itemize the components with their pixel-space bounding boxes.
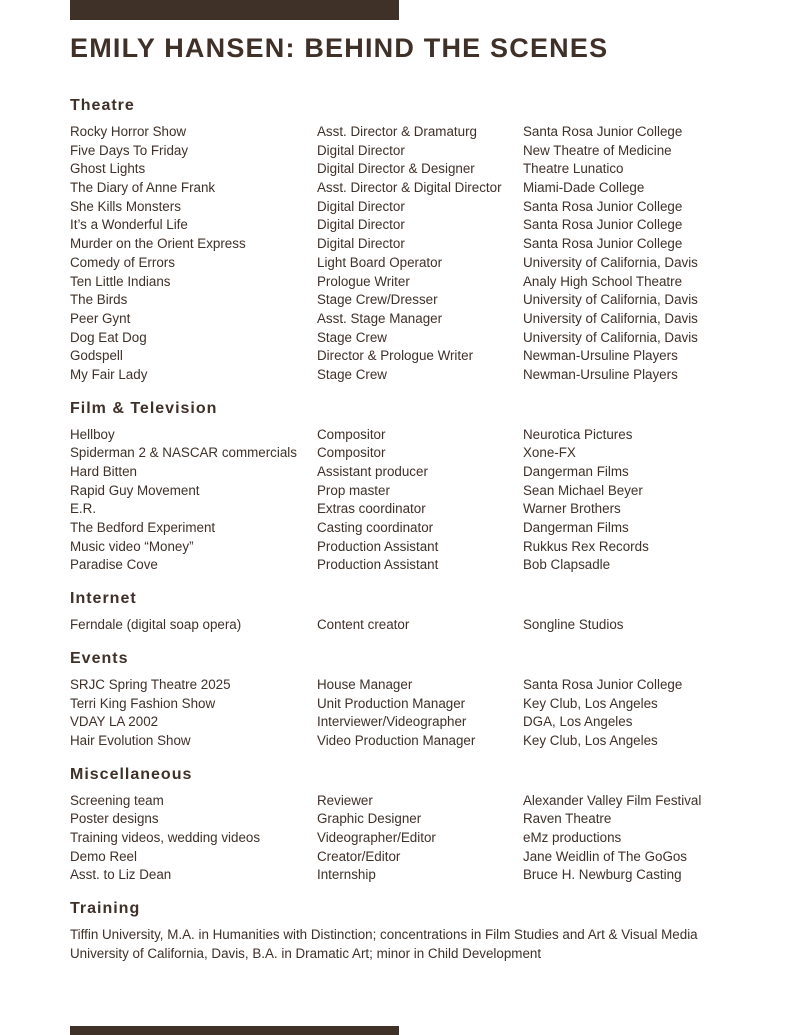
credit-role: Production Assistant	[317, 557, 439, 573]
credit-role: Prop master	[317, 482, 390, 498]
credit-role: Digital Director	[317, 142, 405, 158]
top-accent-bar	[70, 0, 399, 20]
credit-production: It’s a Wonderful Life	[70, 217, 188, 233]
credit-row	[70, 829, 750, 848]
credit-organization: Bruce H. Newburg Casting	[523, 867, 682, 883]
credit-role: Compositor	[317, 426, 386, 442]
credit-role: Reviewer	[317, 792, 373, 808]
section-heading: Internet	[70, 590, 137, 608]
credit-role: Digital Director	[317, 217, 405, 233]
credit-row	[70, 142, 750, 161]
credit-row	[70, 482, 750, 501]
credit-organization: Santa Rosa Junior College	[523, 236, 683, 252]
credit-role: Asst. Stage Manager	[317, 310, 443, 326]
section-training	[70, 898, 750, 963]
credit-row	[70, 695, 750, 714]
credit-organization: Rukkus Rex Records	[523, 538, 649, 554]
credit-row	[70, 310, 750, 329]
credit-role: Creator/Editor	[317, 848, 401, 864]
credit-role: Stage Crew	[317, 366, 387, 382]
credit-production: Spiderman 2 & NASCAR commercials	[70, 445, 297, 461]
credit-row	[70, 198, 750, 217]
credit-production: My Fair Lady	[70, 366, 148, 382]
credit-production: Asst. to Liz Dean	[70, 867, 172, 883]
section-events	[70, 648, 750, 751]
credit-production: Godspell	[70, 348, 123, 364]
credit-role: Asst. Director & Digital Director	[317, 180, 502, 196]
credit-row	[70, 254, 750, 273]
credit-organization: Jane Weidlin of The GoGos	[523, 848, 688, 864]
credit-production: Ghost Lights	[70, 161, 146, 177]
credit-organization: University of California, Davis	[523, 310, 698, 326]
page-title: EMILY HANSEN: BEHIND THE SCENES	[70, 33, 609, 63]
credit-organization: eMz productions	[523, 829, 622, 845]
credit-organization: Key Club, Los Angeles	[523, 695, 658, 711]
credit-organization: University of California, Davis	[523, 329, 698, 345]
credit-row	[70, 810, 750, 829]
credit-organization: Dangerman Films	[523, 464, 629, 479]
credit-role: Assistant producer	[317, 464, 428, 479]
credit-row	[70, 347, 750, 366]
credit-row	[70, 519, 750, 538]
sections-container	[70, 95, 750, 885]
credit-organization: Xone-FX	[523, 445, 576, 461]
section-heading: Miscellaneous	[70, 765, 193, 783]
credit-production: Poster designs	[70, 811, 159, 827]
credit-row	[70, 713, 750, 732]
credit-organization: Warner Brothers	[523, 501, 621, 517]
section-heading: Events	[70, 649, 129, 667]
credit-production: Hair Evolution Show	[70, 732, 191, 748]
credit-production: Demo Reel	[70, 848, 137, 864]
credit-row	[70, 463, 750, 482]
credit-production: Five Days To Friday	[70, 142, 189, 158]
credit-production: The Bedford Experiment	[70, 520, 216, 536]
credit-role: Compositor	[317, 445, 386, 461]
credit-production: Murder on the Orient Express	[70, 236, 246, 252]
section-heading: Training	[70, 900, 141, 917]
credit-row	[70, 616, 750, 635]
credit-row	[70, 273, 750, 292]
credit-production: Dog Eat Dog	[70, 329, 147, 345]
credit-organization: DGA, Los Angeles	[523, 714, 633, 730]
credit-row	[70, 123, 750, 142]
credit-organization: University of California, Davis	[523, 292, 698, 308]
credit-organization: Santa Rosa Junior College	[523, 198, 683, 214]
credit-organization: Neurotica Pictures	[523, 426, 633, 442]
credit-role: Light Board Operator	[317, 254, 443, 270]
credit-role: Production Assistant	[317, 538, 439, 554]
credit-organization: Bob Clapsadle	[523, 557, 611, 573]
credit-production: Peer Gynt	[70, 310, 131, 326]
credit-organization: Miami-Dade College	[523, 180, 645, 196]
credit-production: Ten Little Indians	[70, 273, 171, 289]
credit-row	[70, 556, 750, 575]
section-heading: Theatre	[70, 97, 135, 114]
section-miscellaneous	[70, 764, 750, 885]
credit-row	[70, 291, 750, 310]
credit-role: Videographer/Editor	[317, 829, 436, 845]
credit-role: Graphic Designer	[317, 811, 422, 827]
credit-role: Internship	[317, 867, 376, 883]
training-line: University of California, Davis, B.A. in Dramatic Art; minor in Child Development	[70, 945, 542, 961]
credit-row	[70, 235, 750, 254]
credit-row	[70, 216, 750, 235]
credit-row	[70, 500, 750, 519]
credit-production: Music video “Money”	[70, 538, 194, 554]
credit-organization: Raven Theatre	[523, 811, 612, 827]
credit-role: Digital Director	[317, 236, 405, 252]
credit-production: E.R.	[70, 501, 97, 517]
credit-production: SRJC Spring Theatre 2025	[70, 676, 231, 692]
credit-row	[70, 366, 750, 385]
credit-production: Paradise Cove	[70, 557, 158, 573]
credit-role: Unit Production Manager	[317, 695, 466, 711]
credit-organization: Dangerman Films	[523, 520, 629, 536]
section-heading: Film & Television	[70, 399, 218, 417]
credit-production: She Kills Monsters	[70, 198, 181, 214]
credit-role: Stage Crew	[317, 329, 387, 345]
credit-row	[70, 329, 750, 348]
credit-production: Hellboy	[70, 426, 115, 442]
credit-role: Content creator	[317, 617, 410, 633]
credit-organization: University of California, Davis	[523, 254, 698, 270]
credit-production: The Diary of Anne Frank	[70, 180, 216, 196]
credit-organization: Analy High School Theatre	[523, 273, 683, 289]
credit-role: Asst. Director & Dramaturg	[317, 124, 477, 139]
credit-organization: Key Club, Los Angeles	[523, 732, 658, 748]
credit-role: Director & Prologue Writer	[317, 348, 474, 364]
bottom-accent-bar	[70, 1026, 399, 1035]
credit-role: Interviewer/Videographer	[317, 714, 467, 730]
credit-production: VDAY LA 2002	[70, 714, 159, 730]
credit-organization: Santa Rosa Junior College	[523, 124, 683, 139]
credit-organization: Alexander Valley Film Festival	[523, 792, 702, 808]
credit-row	[70, 444, 750, 463]
credit-row	[70, 179, 750, 198]
credit-production: Screening team	[70, 792, 164, 808]
credit-production: Rapid Guy Movement	[70, 482, 200, 498]
credit-row	[70, 538, 750, 557]
section-film-television	[70, 398, 750, 576]
credit-row	[70, 848, 750, 867]
credit-organization: Santa Rosa Junior College	[523, 676, 683, 692]
section-internet	[70, 588, 750, 635]
credit-production: Terri King Fashion Show	[70, 695, 216, 711]
credit-organization: Newman-Ursuline Players	[523, 348, 678, 364]
credit-organization: Songline Studios	[523, 617, 624, 633]
credit-row	[70, 426, 750, 445]
credit-production: Comedy of Errors	[70, 254, 175, 270]
credit-row	[70, 160, 750, 179]
credit-organization: Sean Michael Beyer	[523, 482, 643, 498]
credit-organization: Santa Rosa Junior College	[523, 217, 683, 233]
credit-role: Video Production Manager	[317, 732, 476, 748]
credit-row	[70, 676, 750, 695]
credit-role: Digital Director	[317, 198, 405, 214]
credit-production: Ferndale (digital soap opera)	[70, 617, 242, 633]
credit-production: The Birds	[70, 292, 128, 308]
credit-row	[70, 866, 750, 885]
credit-role: Prologue Writer	[317, 273, 410, 289]
credit-role: Digital Director & Designer	[317, 161, 475, 177]
credit-role: Stage Crew/Dresser	[317, 292, 438, 308]
credit-role: House Manager	[317, 676, 413, 692]
credit-production: Training videos, wedding videos	[70, 829, 261, 845]
section-theatre	[70, 95, 750, 385]
credit-production: Hard Bitten	[70, 464, 137, 479]
credit-organization: Theatre Lunatico	[523, 161, 624, 177]
credit-row	[70, 792, 750, 811]
credit-organization: Newman-Ursuline Players	[523, 366, 678, 382]
credit-production: Rocky Horror Show	[70, 124, 187, 139]
credit-row	[70, 732, 750, 751]
training-line: Tiffin University, M.A. in Humanities with Distinction; concentrations in Film Studies and Art & Visual Media	[70, 927, 698, 942]
credit-organization: New Theatre of Medicine	[523, 142, 672, 158]
resume-content	[70, 95, 750, 976]
credit-role: Casting coordinator	[317, 520, 434, 536]
credit-role: Extras coordinator	[317, 501, 426, 517]
